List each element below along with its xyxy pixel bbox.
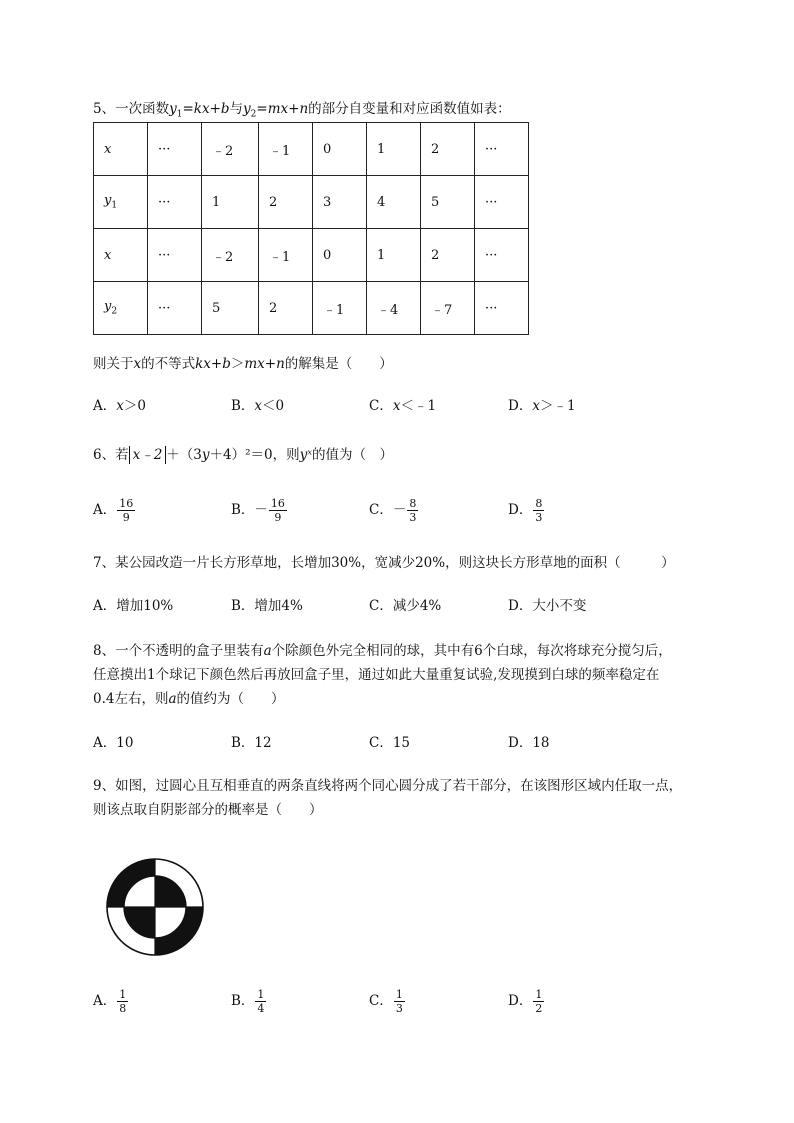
q8-option-a-letter: A．	[93, 735, 117, 751]
q6-stem-y: y	[201, 447, 210, 463]
q5-y2-sub: 2	[250, 109, 257, 120]
table-cell: 0	[313, 229, 367, 282]
q7-option-a-letter: A．	[93, 598, 117, 614]
q6-option-b-num: 16	[270, 497, 285, 510]
q9-line-2: 则该点取自阴影部分的概率是（ ）	[93, 802, 323, 818]
table-cell: ···	[475, 176, 529, 229]
q8-line-3-var: a	[168, 691, 177, 707]
q7-option-b-letter: B．	[231, 598, 255, 614]
table-cell: ﹣4	[367, 282, 421, 335]
table-cell: ···	[475, 282, 529, 335]
q6-option-c[interactable]	[369, 497, 419, 524]
q8-option-b-text: 12	[254, 735, 272, 751]
q5-option-c-rel: ＜﹣1	[400, 398, 437, 414]
q8-line-1-b: 个除颜色外完全相同的球，其中有6个白球，每次将球充分搅匀后，	[271, 643, 672, 659]
concentric-circles-figure	[104, 856, 206, 958]
q5-value-table	[93, 122, 529, 335]
q9-option-c-fraction	[394, 988, 405, 1015]
table-cell: ···	[148, 229, 202, 282]
table-cell: 0	[313, 123, 367, 176]
q5-option-a-letter: A．	[93, 398, 117, 414]
q5-option-b[interactable]	[231, 396, 284, 416]
q5-stem-text-b: 与	[229, 101, 244, 117]
q8-line-3-a: 0.4左右，则	[93, 691, 169, 707]
q8-option-b[interactable]	[231, 733, 272, 753]
table-cell: ···	[475, 123, 529, 176]
q5-option-d[interactable]	[508, 396, 576, 416]
table-cell: ﹣7	[421, 282, 475, 335]
q8-option-d[interactable]	[508, 733, 550, 753]
q9-option-c-num: 1	[395, 988, 403, 1001]
q9-option-c[interactable]	[369, 988, 406, 1015]
table-cell: ···	[148, 282, 202, 335]
q5-ask-a: 则关于	[93, 356, 134, 372]
q8-option-a[interactable]	[93, 733, 133, 753]
q9-option-d-den: 2	[535, 1002, 543, 1015]
q6-option-a[interactable]	[93, 497, 136, 524]
q6-option-a-letter: A．	[93, 502, 117, 518]
q6-stem-yx: yˣ	[299, 447, 313, 463]
q9-option-c-letter: C．	[369, 993, 393, 1009]
q6-abs-inner: x﹣2	[132, 447, 163, 463]
q6-stem-c: ＋4）²＝0，则	[209, 447, 300, 463]
q6-option-d-num: 8	[535, 497, 543, 510]
q5-option-c-letter: C．	[369, 398, 393, 414]
q7-option-c-letter: C．	[369, 598, 393, 614]
q9-option-c-den: 3	[395, 1002, 403, 1015]
q6-option-d-fraction	[533, 497, 544, 524]
q8-line-3	[93, 689, 285, 709]
q9-option-b-fraction	[255, 988, 266, 1015]
table-row	[94, 176, 529, 229]
q6-stem	[93, 445, 393, 465]
q9-option-a-fraction	[117, 988, 128, 1015]
row-variable: x	[104, 247, 112, 263]
q8-line-1	[93, 641, 672, 661]
q9-option-a[interactable]	[93, 988, 129, 1015]
q7-stem: 7、某公园改造一片长方形草地，长增加30%，宽减少20%，则这块长方形草地的面积（ ）	[93, 555, 675, 571]
q6-stem-a: 6、若	[93, 447, 129, 463]
q9-option-a-den: 8	[119, 1002, 127, 1015]
q6-option-c-fraction	[407, 497, 418, 524]
q8-line-3-b: 的值约为（ ）	[176, 691, 285, 707]
q5-option-a-var: x	[116, 398, 124, 414]
table-cell: 2	[421, 229, 475, 282]
q8-option-c-text: 15	[392, 735, 411, 751]
q5-option-b-var: x	[254, 398, 263, 414]
table-cell: ﹣2	[202, 229, 259, 282]
table-cell: 1	[367, 123, 421, 176]
table-cell: ﹣2	[202, 123, 259, 176]
q5-option-d-var: x	[532, 398, 540, 414]
table-row	[94, 123, 529, 176]
q9-line-1: 9、如图，过圆心且互相垂直的两条直线将两个同心圆分成了若干部分，在该图形区域内任取一点，	[93, 778, 683, 794]
q9-option-d-num: 1	[535, 988, 543, 1001]
q8-option-d-letter: D．	[508, 735, 533, 751]
q5-y1-sub: 1	[176, 109, 183, 120]
q6-option-a-num: 16	[119, 497, 134, 510]
q9-option-b-den: 4	[257, 1002, 265, 1015]
q5-ask-x: x	[133, 356, 142, 372]
q5-ask-kxb: kx+b	[195, 356, 231, 372]
table-row	[94, 229, 529, 282]
q7-option-a-text: 增加10%	[116, 598, 174, 614]
table-cell: 1	[367, 229, 421, 282]
q5-option-b-letter: B．	[231, 398, 255, 414]
table-cell: ﹣1	[313, 282, 367, 335]
table-cell: ﹣1	[259, 229, 313, 282]
q5-mxn: mx+n	[267, 101, 309, 117]
q5-eq-2: =	[256, 101, 268, 117]
q7-option-b[interactable]	[231, 596, 303, 616]
q6-option-c-sign: －	[392, 502, 407, 518]
q6-absolute-value	[129, 446, 167, 464]
q6-option-d-den: 3	[535, 511, 543, 524]
q8-option-c-letter: C．	[369, 735, 393, 751]
q5-stem-text-c: 的部分自变量和对应函数值如表：	[308, 101, 511, 117]
q8-option-c[interactable]	[369, 733, 410, 753]
table-cell: 2	[259, 176, 313, 229]
row-variable: x	[104, 141, 112, 157]
q5-option-a[interactable]	[93, 396, 146, 416]
q8-option-b-letter: B．	[231, 735, 255, 751]
q8-option-a-text: 10	[116, 735, 134, 751]
row-variable-subscript: 2	[111, 306, 118, 317]
table-cell: ···	[475, 229, 529, 282]
q5-option-c-var: x	[392, 398, 401, 414]
q9-option-d-letter: D．	[508, 993, 533, 1009]
q7-option-b-text: 增加4%	[254, 598, 303, 614]
q5-question	[93, 354, 393, 374]
q7-option-d-text: 大小不变	[532, 598, 587, 614]
q5-kxb: kx+b	[193, 101, 230, 117]
q5-option-b-rel: ＜0	[262, 398, 285, 414]
table-cell: 5	[421, 176, 475, 229]
q5-ask-c: 的解集是（ ）	[284, 356, 393, 372]
q8-line-1-var: a	[263, 643, 272, 659]
row-variable-subscript: 1	[111, 200, 118, 211]
q6-stem-b: ＋（3	[166, 447, 202, 463]
q7-option-c[interactable]	[369, 596, 441, 616]
q7-option-c-text: 减少4%	[392, 598, 442, 614]
table-cell: 2	[421, 123, 475, 176]
q6-stem-d: 的值为（ ）	[312, 447, 394, 463]
q5-option-d-letter: D．	[508, 398, 533, 414]
row-variable: y	[104, 299, 112, 315]
q6-option-d[interactable]	[508, 497, 545, 524]
q9-option-a-num: 1	[119, 988, 127, 1001]
q5-y2: y	[243, 101, 251, 117]
q8-line-1-a: 8、一个不透明的盒子里装有	[93, 643, 264, 659]
table-cell: 5	[202, 282, 259, 335]
q5-y1: y	[169, 101, 177, 117]
q9-option-b[interactable]	[231, 988, 267, 1015]
q5-option-d-rel: ＞﹣1	[539, 398, 576, 414]
q5-ask-b: 的不等式	[141, 356, 196, 372]
table-row-header	[94, 229, 148, 282]
table-cell: 2	[259, 282, 313, 335]
q6-option-b-letter: B．	[231, 502, 255, 518]
q6-option-c-letter: C．	[369, 502, 393, 518]
q6-option-b[interactable]	[231, 497, 288, 524]
table-row-header	[94, 123, 148, 176]
q6-option-a-den: 9	[122, 511, 130, 524]
q5-stem-text-a: 5、一次函数	[93, 101, 170, 117]
table-cell: ···	[148, 176, 202, 229]
table-row-header	[94, 282, 148, 335]
table-cell: 4	[367, 176, 421, 229]
q7-option-a[interactable]	[93, 596, 173, 616]
q6-option-a-fraction	[117, 497, 135, 524]
table-cell: ﹣1	[259, 123, 313, 176]
q6-option-b-fraction	[269, 497, 287, 524]
table-cell: ···	[148, 123, 202, 176]
q9-option-b-letter: B．	[231, 993, 255, 1009]
q6-option-c-den: 3	[409, 511, 417, 524]
q6-option-b-den: 9	[274, 511, 282, 524]
q9-option-b-num: 1	[257, 988, 265, 1001]
q6-option-d-letter: D．	[508, 502, 533, 518]
table-cell: 1	[202, 176, 259, 229]
q5-stem	[93, 99, 511, 125]
q8-option-d-text: 18	[532, 735, 550, 751]
q9-option-d[interactable]	[508, 988, 545, 1015]
q8-line-2: 任意摸出1个球记下颜色然后再放回盒子里，通过如此大量重复试验,发现摸到白球的频率稳定在	[93, 667, 660, 683]
row-variable: y	[104, 193, 112, 209]
q5-eq-1: =	[182, 101, 194, 117]
q9-option-d-fraction	[533, 988, 544, 1015]
q5-ask-mxn: mx+n	[244, 356, 285, 372]
q5-ask-gt: ＞	[230, 356, 245, 372]
table-row	[94, 282, 529, 335]
table-row-header	[94, 176, 148, 229]
q6-option-b-sign: －	[254, 502, 268, 518]
q6-option-c-num: 8	[409, 497, 417, 510]
q7-option-d[interactable]	[508, 596, 586, 616]
q7-option-d-letter: D．	[508, 598, 533, 614]
table-cell: 3	[313, 176, 367, 229]
q5-option-c[interactable]	[369, 396, 436, 416]
q9-option-a-letter: A．	[93, 993, 117, 1009]
q5-option-a-rel: ＞0	[123, 398, 146, 414]
